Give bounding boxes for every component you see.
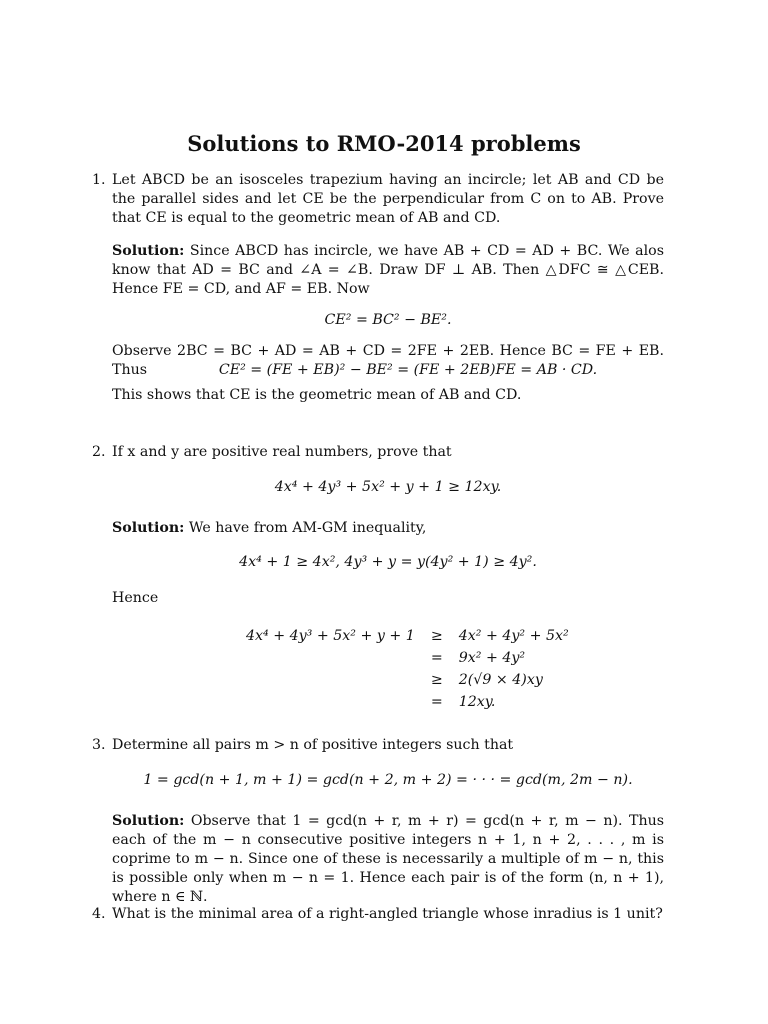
- problem-statement: If x and y are positive real numbers, prove that: [112, 444, 452, 460]
- problem-statement: Let ABCD be an isosceles trapezium having an incircle; let AB and CD be the parallel sides and let CE be the perpendicular from C on to AB. Prove that CE is equal to the geometric mean of AB and CD.: [112, 172, 664, 226]
- solution-text: Observe that 1 = gcd(n + r, m + r) = gcd(n + r, m − n). Thus each of the m − n consecutive positive integers n + 1, n + 2, . . . , m is coprime to m − n. Since one of these is necessarily a multiple of m − n, this is possible only when m − n = 1. Hence each pair is of the form (n, n + 1), where n ∈ ℕ.: [112, 813, 664, 905]
- aligned-row: [240, 691, 575, 713]
- solution-label: Solution:: [112, 813, 185, 829]
- page-title: Solutions to RMO-2014 problems: [187, 131, 581, 156]
- problem-2: [92, 443, 664, 608]
- aligned-relation: ≥: [430, 628, 443, 644]
- aligned-row: [240, 625, 575, 647]
- aligned-row: [240, 669, 575, 691]
- equation: 4x⁴ + 1 ≥ 4x², 4y³ + y = y(4y² + 1) ≥ 4y².: [239, 554, 537, 570]
- aligned-lhs: [240, 691, 421, 713]
- aligned-rhs: 2(√9 × 4)xy: [458, 672, 543, 688]
- problem-statement: What is the minimal area of a right-angled triangle whose inradius is 1 unit?: [112, 906, 663, 922]
- solution-text: Since ABCD has incircle, we have AB + CD = AD + BC. We alos know that AD = BC and ∠A = ∠B. Draw DF ⊥ AB. Then △DFC ≅ △CEB. Hence FE = CD, and AF = EB. Now: [112, 243, 664, 297]
- aligned-rhs: 12xy.: [458, 694, 496, 710]
- aligned-rhs: 4x² + 4y² + 5x²: [458, 628, 569, 644]
- aligned-lhs: [240, 669, 421, 691]
- equation: CE² = BC² − BE².: [324, 312, 452, 328]
- problem-4: [92, 905, 664, 924]
- problem-statement: Determine all pairs m > n of positive integers such that: [112, 737, 514, 753]
- solution-text: This shows that CE is the geometric mean of AB and CD.: [112, 387, 522, 403]
- aligned-row: [240, 647, 575, 669]
- equation: CE² = (FE + EB)² − BE² = (FE + 2EB)FE = AB · CD.: [218, 362, 598, 378]
- problem-number: 2.: [92, 444, 106, 460]
- problem-number: 3.: [92, 737, 106, 753]
- problem-3: [92, 736, 664, 907]
- solution-text: Observe 2BC = BC + AD = AB + CD = 2FE + 2EB. Hence BC = FE + EB. Thus: [112, 343, 664, 378]
- solution-label: Solution:: [112, 520, 185, 536]
- hence-text: Hence: [112, 590, 159, 606]
- problem-number: 4.: [92, 906, 106, 922]
- aligned-rhs: 9x² + 4y²: [458, 650, 526, 666]
- aligned-relation: =: [430, 694, 443, 710]
- solution-paragraph: [112, 242, 664, 299]
- aligned-lhs: [240, 647, 421, 669]
- problem-1: [92, 171, 664, 405]
- aligned-inequality: [240, 625, 575, 713]
- solution-text: We have from AM-GM inequality,: [188, 520, 427, 536]
- solution-paragraph: [112, 519, 664, 538]
- problem-number: 1.: [92, 172, 106, 188]
- equation: 4x⁴ + 4y³ + 5x² + y + 1 ≥ 12xy.: [274, 479, 502, 495]
- solution-paragraph: [112, 812, 664, 907]
- aligned-relation: =: [430, 650, 443, 666]
- solution-label: Solution:: [112, 243, 185, 259]
- equation: 1 = gcd(n + 1, m + 1) = gcd(n + 2, m + 2) = · · · = gcd(m, 2m − n).: [143, 772, 633, 788]
- aligned-relation: ≥: [430, 672, 443, 688]
- aligned-lhs: 4x⁴ + 4y³ + 5x² + y + 1: [246, 628, 415, 644]
